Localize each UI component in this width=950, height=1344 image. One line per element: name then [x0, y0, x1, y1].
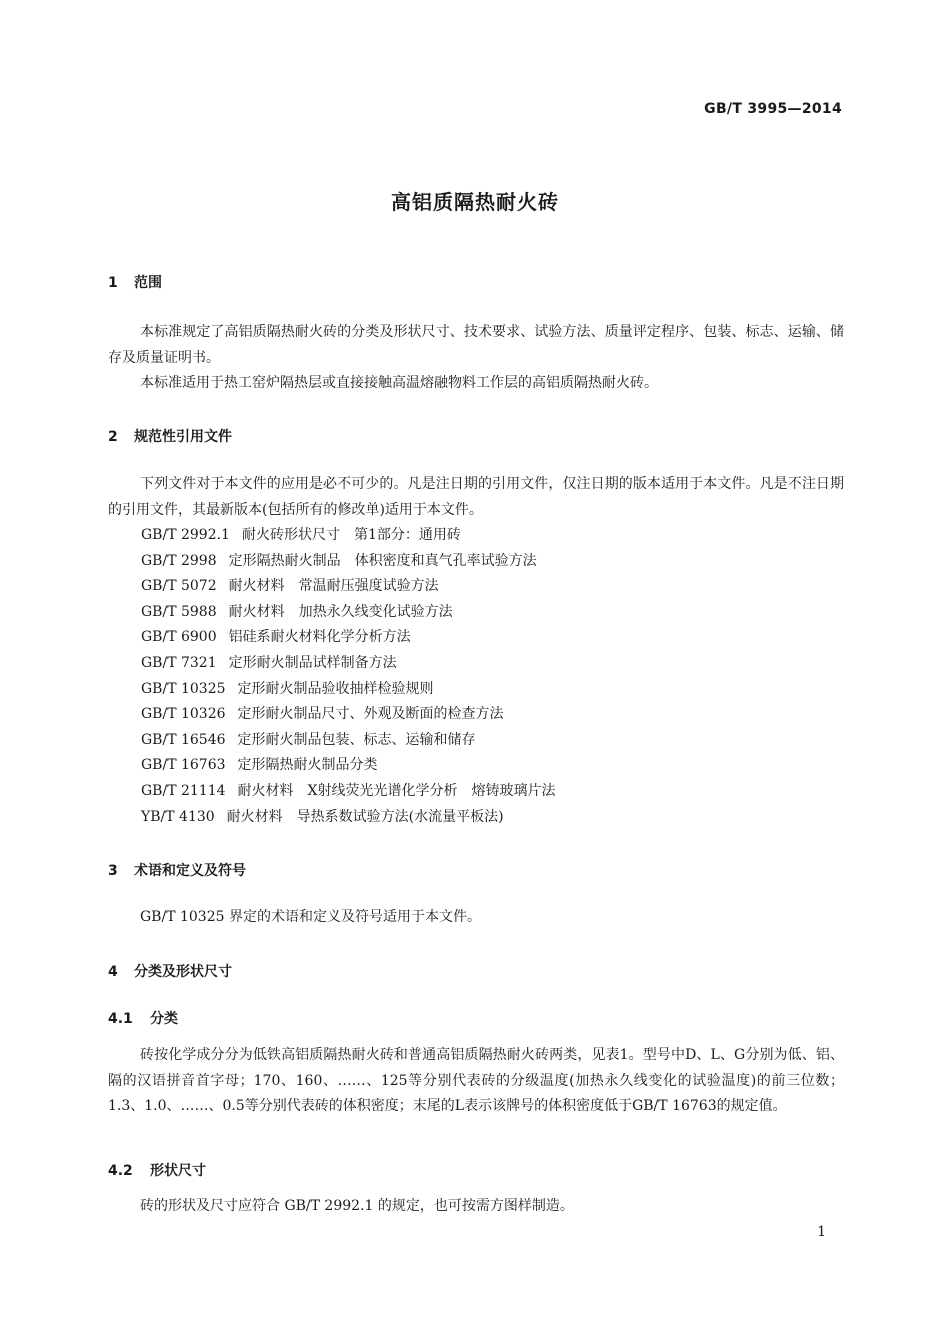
reference-code: GB/T 10326 — [141, 706, 226, 723]
reference-item — [141, 549, 841, 575]
reference-code: GB/T 2998 — [141, 552, 217, 569]
reference-title: 定形耐火制品包装、标志、运输和储存 — [237, 731, 476, 748]
reference-item — [141, 651, 841, 677]
section-number: 2 — [108, 429, 118, 445]
section-4-heading — [108, 961, 232, 981]
reference-item — [141, 574, 841, 600]
section-4-2-heading — [108, 1160, 206, 1180]
section-4-2-body — [108, 1194, 844, 1220]
section-number: 4 — [108, 964, 118, 980]
reference-item — [141, 779, 841, 805]
reference-code: GB/T 6900 — [141, 629, 217, 646]
reference-title: 耐火材料 加热永久线变化试验方法 — [228, 603, 453, 620]
reference-code: GB/T 5988 — [141, 603, 217, 620]
section-2-heading — [108, 426, 232, 446]
section-title: 规范性引用文件 — [134, 429, 232, 445]
section-2-intro — [108, 472, 844, 523]
section-3-heading — [108, 860, 246, 880]
section-title: 范围 — [134, 275, 162, 291]
section-number: 1 — [108, 275, 118, 291]
reference-title: 定形耐火制品试样制备方法 — [228, 654, 397, 671]
paragraph: 砖按化学成分分为低铁高铝质隔热耐火砖和普通高铝质隔热耐火砖两类，见表1。型号中D、L、G分别为低、铝、隔的汉语拼音首字母；170、160、……、125等分别代表砖的分级温度(加热永久线变化的试验温度)的前三位数；1.3、1.0、……、0.5等分别代表砖的体积密度；末尾的L表示该牌号的体积密度低于GB/T 16763的规定值。 — [108, 1047, 844, 1115]
reference-title: 耐火材料 常温耐压强度试验方法 — [228, 578, 439, 595]
section-title: 分类 — [150, 1011, 178, 1027]
reference-item — [141, 728, 841, 754]
standard-code: GB/T 3995—2014 — [704, 101, 842, 117]
reference-item — [141, 677, 841, 703]
paragraph: 本标准规定了高铝质隔热耐火砖的分类及形状尺寸、技术要求、试验方法、质量评定程序、包装、标志、运输、储存及质量证明书。 — [108, 324, 844, 366]
section-number: 3 — [108, 863, 118, 879]
reference-code: GB/T 21114 — [141, 782, 226, 799]
reference-code: GB/T 7321 — [141, 654, 217, 671]
reference-title: 定形耐火制品尺寸、外观及断面的检查方法 — [237, 706, 504, 723]
document-title: 高铝质隔热耐火砖 — [391, 190, 559, 214]
section-number: 4.2 — [108, 1163, 133, 1179]
reference-item — [141, 805, 841, 831]
reference-code: GB/T 10325 — [141, 680, 226, 697]
section-1-heading — [108, 272, 162, 292]
reference-code: YB/T 4130 — [141, 808, 215, 825]
section-title: 分类及形状尺寸 — [134, 964, 232, 980]
reference-code: GB/T 16546 — [141, 731, 226, 748]
paragraph: 砖的形状及尺寸应符合 GB/T 2992.1 的规定，也可按需方图样制造。 — [140, 1198, 574, 1214]
reference-item — [141, 753, 841, 779]
paragraph: GB/T 10325 界定的术语和定义及符号适用于本文件。 — [140, 909, 481, 925]
section-3-body — [108, 905, 844, 931]
reference-title: 耐火材料 X射线荧光光谱化学分析 熔铸玻璃片法 — [237, 782, 556, 799]
reference-code: GB/T 16763 — [141, 757, 226, 774]
paragraph: 本标准适用于热工窑炉隔热层或直接接触高温熔融物料工作层的高铝质隔热耐火砖。 — [140, 375, 658, 392]
paragraph: 下列文件对于本文件的应用是必不可少的。凡是注日期的引用文件，仅注日期的版本适用于本文件。凡是不注日期的引用文件，其最新版本(包括所有的修改单)适用于本文件。 — [108, 476, 844, 518]
section-title: 术语和定义及符号 — [134, 863, 246, 879]
reference-list — [141, 523, 841, 830]
reference-title: 铝硅系耐火材料化学分析方法 — [228, 629, 411, 646]
reference-item — [141, 702, 841, 728]
reference-title: 定形耐火制品验收抽样检验规则 — [237, 680, 434, 697]
reference-code: GB/T 2992.1 — [141, 527, 230, 543]
reference-item — [141, 600, 841, 626]
section-4-1-heading — [108, 1008, 178, 1028]
section-number: 4.1 — [108, 1011, 133, 1027]
section-1-body — [108, 320, 844, 397]
reference-code: GB/T 5072 — [141, 578, 217, 595]
section-4-1-body — [108, 1043, 844, 1120]
page-number: 1 — [817, 1224, 826, 1240]
reference-title: 耐火材料 导热系数试验方法(水流量平板法) — [226, 808, 504, 825]
reference-item — [141, 523, 841, 549]
reference-title: 定形隔热耐火制品分类 — [237, 757, 378, 774]
section-title: 形状尺寸 — [150, 1163, 206, 1179]
reference-title: 定形隔热耐火制品 体积密度和真气孔率试验方法 — [228, 552, 537, 569]
reference-title: 耐火砖形状尺寸 第1部分：通用砖 — [241, 527, 461, 543]
reference-item — [141, 625, 841, 651]
